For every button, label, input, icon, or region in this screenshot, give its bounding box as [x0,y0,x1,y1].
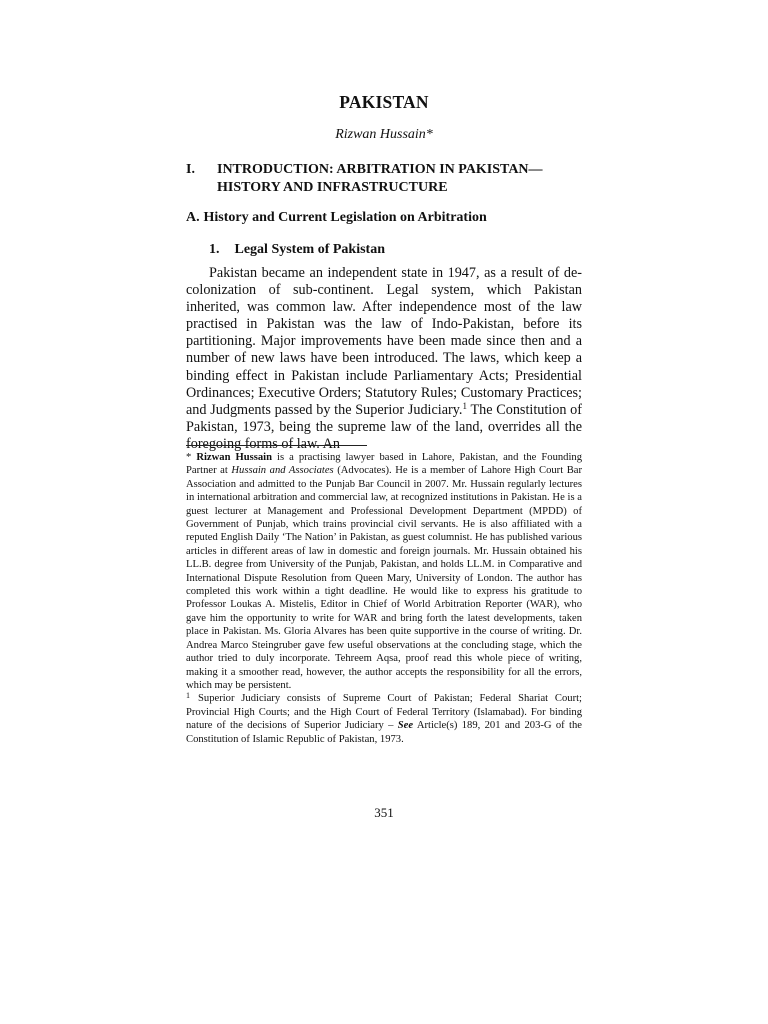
subsection-number-a: A. [186,210,200,225]
footnote-1-marker: 1 [186,691,190,701]
article-title: PAKISTAN [339,92,429,112]
footnote-1 [186,692,582,746]
subsubsection-heading-1 [209,242,385,258]
body-paragraph [186,265,582,453]
page-number: 351 [374,805,394,820]
footnote-author-name: Rizwan Hussain [196,452,272,463]
footnote-author [186,451,582,692]
subsubsection-title-1: Legal System of Pakistan [234,242,385,257]
footnotes [186,451,582,746]
subsection-heading-a [186,210,582,226]
footnote-star-marker: * [186,452,197,463]
footnote-1-text-1: Superior Judiciary consists of Supreme Court of Pakistan; Federal Shariat Court; Provincial High Courts; and the High Court of Federal Territory (Islamabad). For binding nature of the decisions of Superior Judiciary – [186,693,582,732]
body-text-part-1: Pakistan became an independent state in 1947, as a result of de-colonization of sub-continent. Legal system, which Pakistan inherited, was common law. After independence most of the law practised in Pakistan was the law of Indo-Pakistan, before its partitioning. Major improvements have been made since then and a number of new laws have been introduced. The laws, which keep a binding effect in Pakistan include Parliamentary Acts; Presidential Ordinances; Executive Orders; Statutory Rules; Customary Practices; and Judgments passed by the Superior Judiciary. [186,265,582,418]
footnote-separator [186,445,367,446]
footnote-1-see: See [397,720,414,732]
subsubsection-number-1: 1. [209,242,220,257]
article-author: Rizwan Hussain* [335,127,433,142]
footnote-author-text-1: is a practising lawyer based in Lahore, Pakistan, and the Founding Partner at [186,452,583,477]
footnote-author-text-2: (Advocates). He is a member of Lahore High Court Bar Association and admitted to the Punjab Bar Council in 2007. Mr. Hussain regularly lectures in international arbitration and commercial law, at recognized institutions in Pakistan. He is a guest lecturer at Management and Professional Development Department (MPDD) of Government of Punjab, which trains provincial civil servants. He is also affiliated with a reputed English Daily ‘The Nation’ in Pakistan, as guest columnist. He has published various articles in different areas of law in domestic and foreign journals. Mr. Hussain obtained his LL.B. degree from University of the Punjab, Pakistan, and holds LL.M. in Comparative and International Dispute Resolution from Queen Mary, University of London. The author has completed this work within a tight deadline. He would like to express his gratitude to Professor Loukas A. Mistelis, Editor in Chief of World Arbitration Reporter (WAR), who gave him the opportunity to write for WAR and bring forth the latest developments, taken place in Pakistan. Ms. Gloria Alvares has been quite supportive in the course of writing. Dr. Andrea Marco Steingruber gave few useful observations at the concluding stage, which the author tried to duly incorporate. Tehreem Aqsa, proof read this whole piece of writing, making it a smoother read, however, the author accepts the responsibility for all the errors, which may be persistent. [186,465,583,691]
section-heading-i [186,161,582,197]
footnote-1-text-2: Article(s) 189, 201 and 203-G of the Constitution of Islamic Republic of Pakistan, 1973. [186,720,582,745]
body-text-part-2: The Constitution of Pakistan, 1973, being the supreme law of the land, overrides all the foregoing forms of law. An [186,401,582,452]
footnote-firm-name: Hussain and Associates [231,465,334,477]
section-title-i: INTRODUCTION: ARBITRATION IN PAKISTAN— HISTORY AND INFRASTRUCTURE [217,162,543,195]
subsection-title-a: History and Current Legislation on Arbitration [203,210,487,225]
footnote-reference-1: 1 [462,400,467,411]
section-number-i: I. [186,162,195,177]
